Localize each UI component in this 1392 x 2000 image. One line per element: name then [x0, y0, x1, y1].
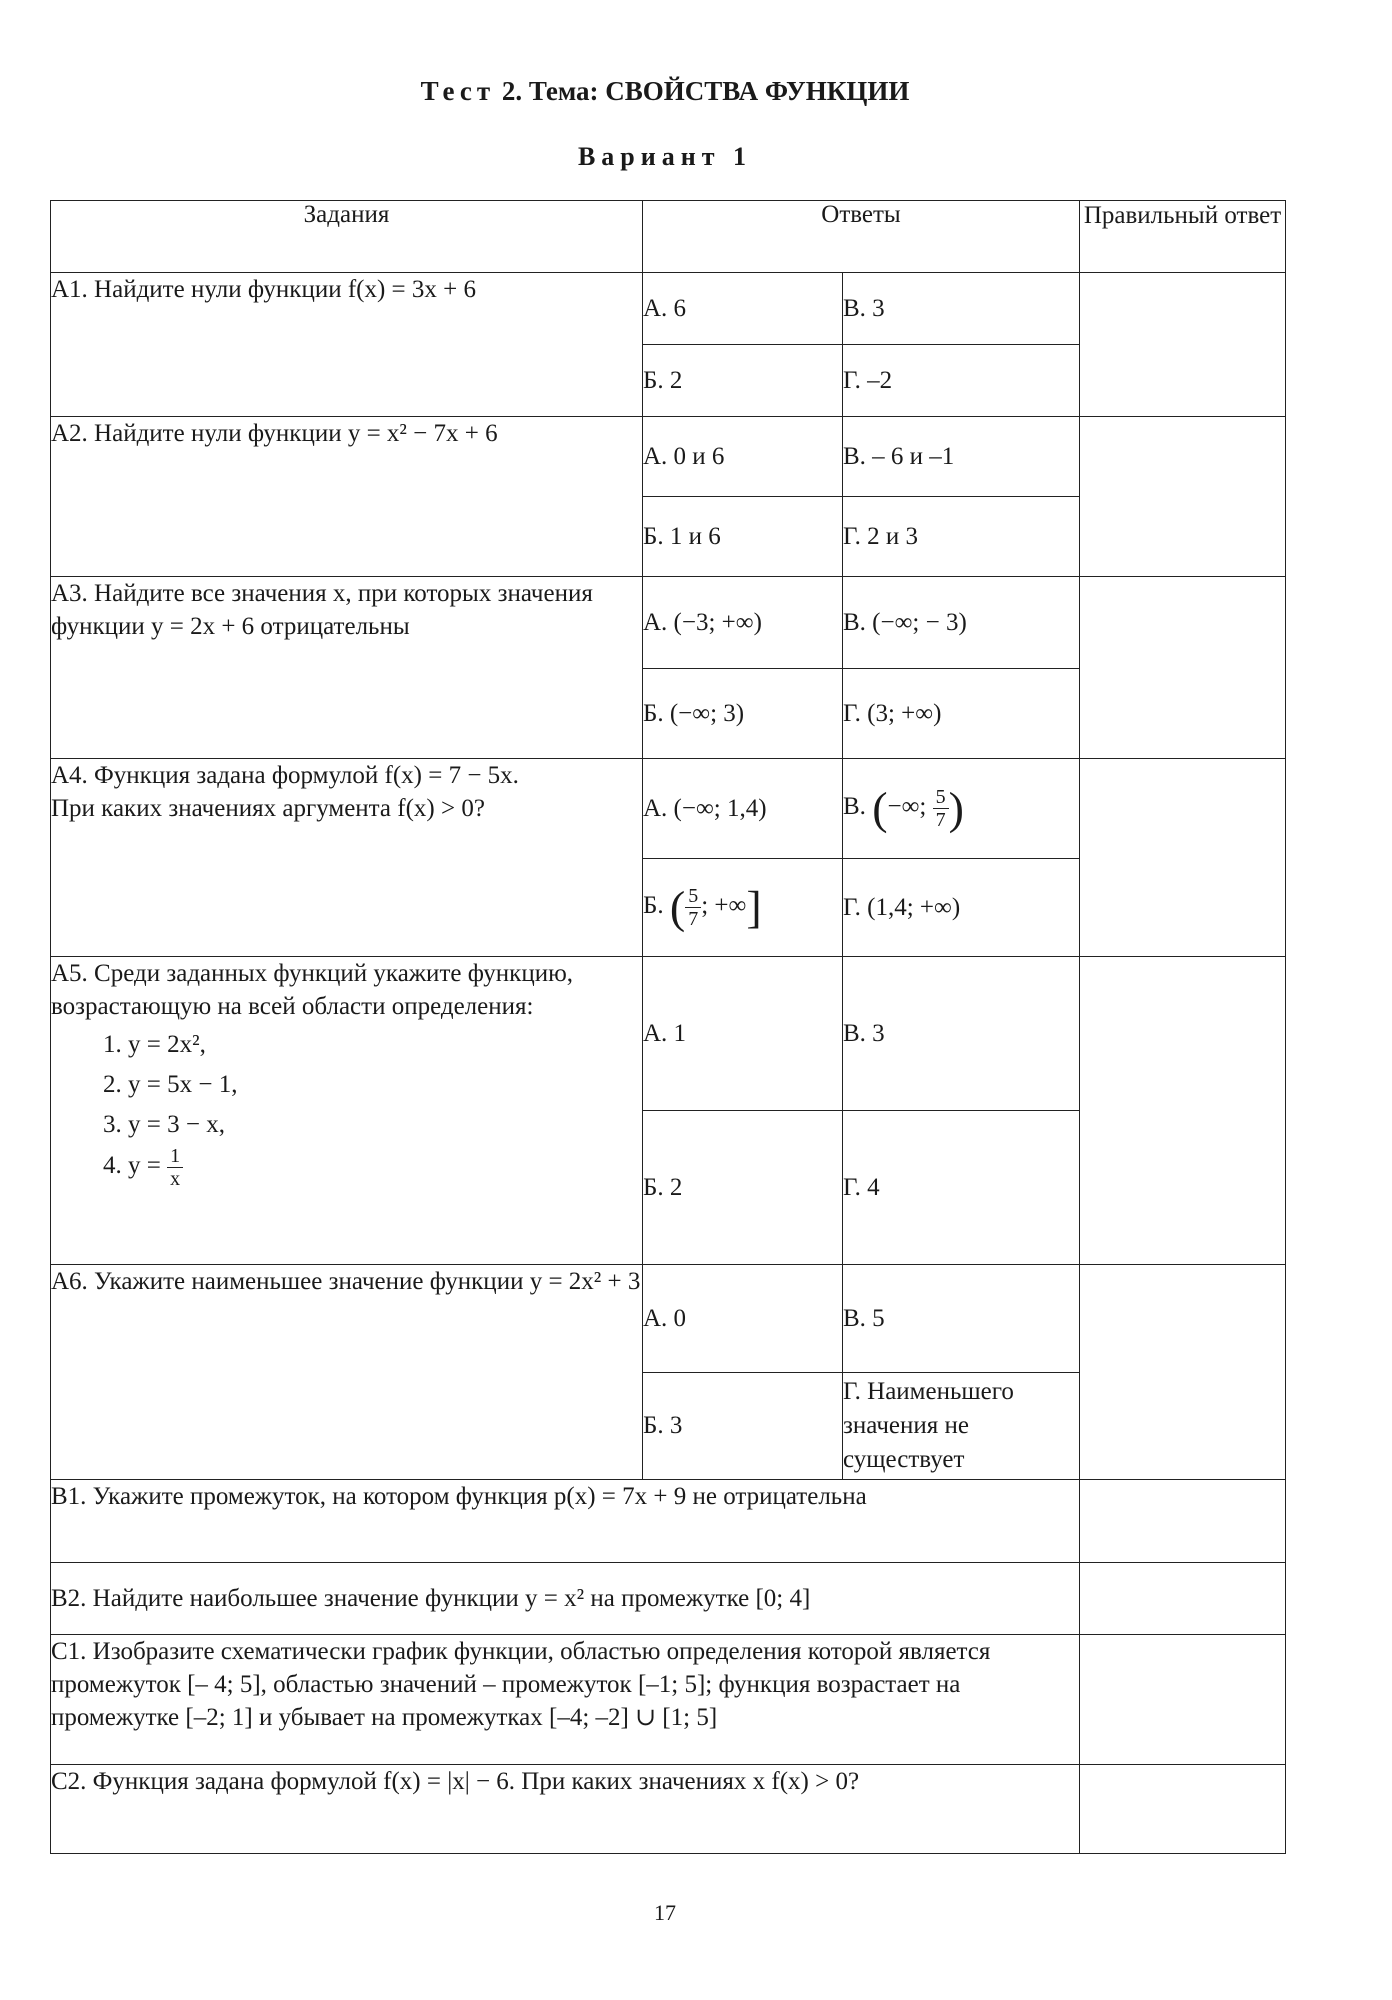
table-row: [51, 957, 1286, 1111]
correct-answer-cell[interactable]: [1080, 1635, 1286, 1765]
answer-g: Г. Наименьшего значения не существует: [843, 1373, 1080, 1480]
question-b2: В2. Найдите наибольшее значение функции y = x² на промежутке [0; 4]: [51, 1563, 1080, 1635]
paren-open: (: [669, 881, 686, 933]
table-row: [51, 1480, 1286, 1563]
table-row: [51, 273, 1286, 345]
list-item: 3. y = 3 − x,: [103, 1111, 225, 1138]
answer-b: Б. (−∞; 3): [643, 669, 843, 759]
answer-b: Б. 1 и 6: [643, 497, 843, 577]
question-c2: С2. Функция задана формулой f(x) = |x| − 6. При каких значениях x f(x) > 0?: [51, 1765, 1080, 1854]
test-table: [50, 200, 1286, 1854]
answer-g: Г. –2: [843, 345, 1080, 417]
correct-answer-cell[interactable]: [1080, 1563, 1286, 1635]
answer-v: В. 3: [843, 957, 1080, 1111]
fraction-denominator: 7: [688, 908, 699, 930]
answer-g: Г. (3; +∞): [843, 669, 1080, 759]
header-correct: Правильный ответ: [1080, 201, 1286, 273]
header-answers: Ответы: [643, 201, 1080, 273]
question-a4-line2: При каких значениях аргумента f(x) > 0?: [51, 795, 485, 822]
question-a2: А2. Найдите нули функции y = x² − 7x + 6: [51, 417, 643, 577]
table-row: [51, 1765, 1286, 1854]
fraction-denominator: 7: [935, 809, 946, 831]
question-a3: А3. Найдите все значения x, при которых значения функции y = 2x + 6 отрицательны: [51, 577, 643, 759]
list-item-4-prefix: 4. y =: [103, 1152, 161, 1180]
question-a4: [51, 759, 643, 957]
correct-answer-cell[interactable]: [1080, 1265, 1286, 1480]
paren-close: ): [948, 782, 964, 834]
answer-v: В. 3: [843, 273, 1080, 345]
question-c1: С1. Изобразите схематически график функции, областью определения которой является промежуток [– 4; 5], областью значений – промежуток [–1; 5]; функция возрастает на промежутке [–2; 1] и убывает на промежутках [–4; –2] ∪ [1; 5]: [51, 1635, 1080, 1765]
table-row: [51, 759, 1286, 859]
correct-answer-cell[interactable]: [1080, 273, 1286, 417]
table-row: [51, 577, 1286, 669]
correct-answer-cell[interactable]: [1080, 417, 1286, 577]
list-item: 2. y = 5x − 1,: [103, 1071, 238, 1098]
correct-answer-cell[interactable]: [1080, 759, 1286, 957]
question-b1: В1. Укажите промежуток, на котором функция p(x) = 7x + 9 не отрицательна: [51, 1480, 1080, 1563]
correct-answer-cell[interactable]: [1080, 577, 1286, 759]
answer-v-label: В.: [843, 793, 866, 821]
answer-v: В. (−∞; − 3): [843, 577, 1080, 669]
answer-b: Б. 2: [643, 1111, 843, 1265]
table-row: [51, 1265, 1286, 1373]
question-a5-text: А5. Среди заданных функций укажите функцию, возрастающую на всей области определения:: [51, 960, 573, 1020]
question-a4-line1: А4. Функция задана формулой f(x) = 7 − 5x.: [51, 762, 519, 789]
table-row: [51, 1635, 1286, 1765]
fraction: [167, 1145, 183, 1190]
answer-a: А. 1: [643, 957, 843, 1111]
test-title: [0, 76, 1330, 107]
answer-a: А. (−3; +∞): [643, 577, 843, 669]
answer-a: А. 6: [643, 273, 843, 345]
answer-v: В. – 6 и –1: [843, 417, 1080, 497]
paren-open: (: [872, 782, 888, 834]
function-list: [103, 1025, 642, 1190]
answer-g: Г. (1,4; +∞): [843, 859, 1080, 957]
answer-b: [643, 859, 843, 957]
title-prefix: Тест: [420, 76, 496, 106]
correct-answer-cell[interactable]: [1080, 1480, 1286, 1563]
question-a5: [51, 957, 643, 1265]
answer-g: Г. 2 и 3: [843, 497, 1080, 577]
question-a1: А1. Найдите нули функции f(x) = 3x + 6: [51, 273, 643, 417]
fraction-numerator: 5: [933, 786, 949, 809]
answer-a: А. 0 и 6: [643, 417, 843, 497]
list-item: [103, 1145, 642, 1190]
fraction: [933, 786, 949, 831]
table-row: [51, 1563, 1286, 1635]
answer-b: Б. 2: [643, 345, 843, 417]
answer-b-label: Б.: [643, 892, 664, 920]
paren-close: ]: [746, 881, 762, 933]
answer-v: В. 5: [843, 1265, 1080, 1373]
list-item: 1. y = 2x²,: [103, 1031, 206, 1058]
answer-v-inf: −∞;: [887, 793, 927, 821]
correct-answer-cell[interactable]: [1080, 1765, 1286, 1854]
correct-answer-cell[interactable]: [1080, 957, 1286, 1265]
variant-label: Вариант 1: [577, 142, 753, 171]
header-row: [51, 201, 1286, 273]
answer-a: А. 0: [643, 1265, 843, 1373]
page-number: 17: [654, 1900, 676, 1925]
table-row: [51, 417, 1286, 497]
answer-v: [843, 759, 1080, 859]
answer-a: А. (−∞; 1,4): [643, 759, 843, 859]
answer-b: Б. 3: [643, 1373, 843, 1480]
question-a6: А6. Укажите наименьшее значение функции y = 2x² + 3: [51, 1265, 643, 1480]
answer-g: Г. 4: [843, 1111, 1080, 1265]
answer-b-inf: ; +∞: [701, 892, 747, 920]
title-rest: 2. Тема: СВОЙСТВА ФУНКЦИИ: [501, 76, 910, 106]
fraction-numerator: 5: [685, 885, 701, 908]
header-tasks: Задания: [51, 201, 643, 273]
fraction: [685, 885, 701, 930]
fraction-numerator: 1: [167, 1145, 183, 1168]
fraction-denominator: x: [170, 1168, 181, 1190]
